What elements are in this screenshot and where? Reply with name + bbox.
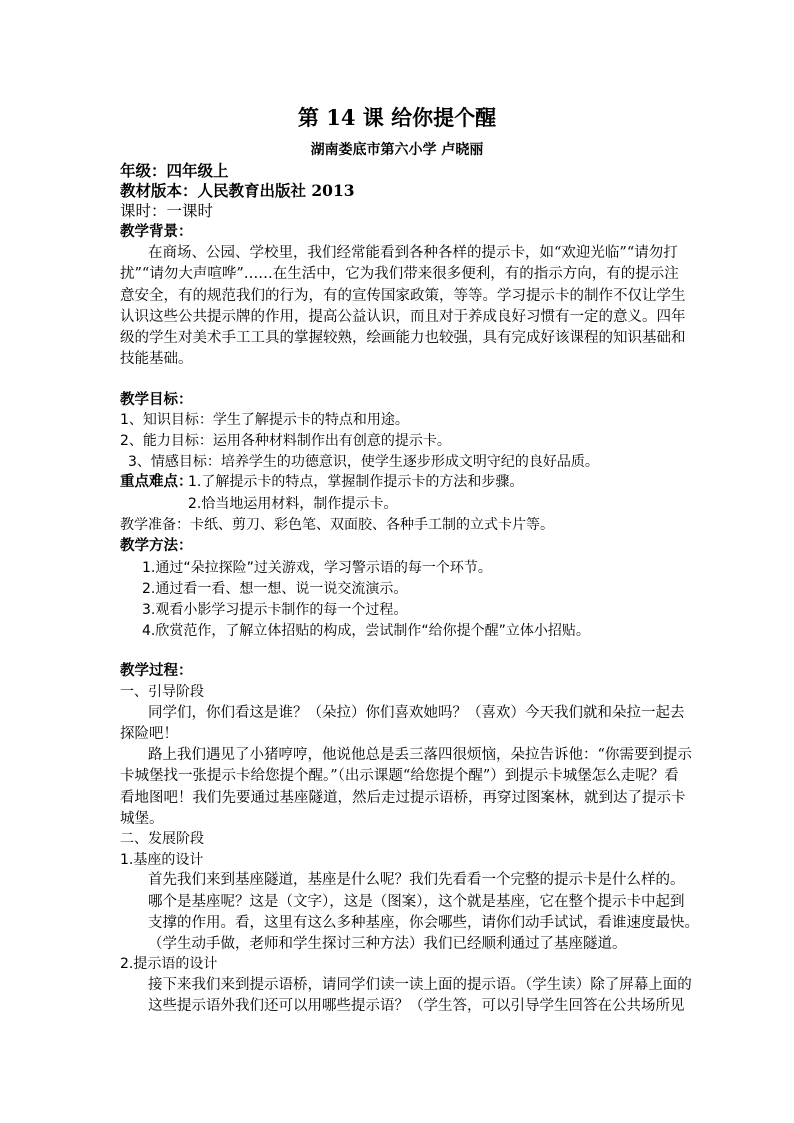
- period-line: 课时：一课时: [120, 202, 214, 220]
- subsection-text-line: 接下来我们来到提示语桥，请同学们读一读上面的提示语。（学生读）除了屏幕上面的: [148, 977, 692, 993]
- key-point-item: 1.了解提示卡的特点，掌握制作提示卡的方法和步骤。: [188, 474, 524, 490]
- background-line: 在商场、公园、学校里，我们经常能看到各种各样的提示卡，如“欢迎光临”“请勿打: [148, 245, 678, 261]
- stage-text-line: 路上我们遇见了小猪哼哼，他说他总是丢三落四很烦恼，朵拉告诉他：“你需要到提示: [148, 747, 692, 763]
- stage-text-line: 卡城堡找一张提示卡给您提个醒。”（出示课题“给您提个醒”）到提示卡城堡怎么走呢？看: [120, 768, 679, 784]
- subsection-text-line: 哪个是基座呢？这是（文字），这是（图案），这个就是基座，它在整个提示卡中起到: [148, 894, 685, 910]
- page-title: 第 14 课 给你提个醒: [297, 105, 497, 130]
- key-point-item: 2.恰当地运用材料，制作提示卡。: [188, 496, 398, 512]
- method-item: 2.通过看一看、想一想、说一说交流演示。: [142, 581, 408, 597]
- stage-heading: 二、发展阶段: [120, 831, 204, 847]
- background-line: 意安全，有的规范我们的行为，有的宣传国家政策，等等。学习提示卡的制作不仅让学生: [120, 288, 686, 304]
- stage-heading: 一、引导阶段: [120, 684, 204, 700]
- process-heading: 教学过程：: [120, 662, 193, 679]
- stage-text-line: 城堡。: [120, 811, 164, 827]
- subsection-text-line: （学生动手做，老师和学生探讨三种方法）我们已经顺利通过了基座隧道。: [148, 936, 627, 952]
- background-line: 级的学生对美术手工工具的掌握较熟，绘画能力也较强，具有完成好该课程的知识基础和: [120, 330, 686, 346]
- stage-text-line: 同学们，你们看这是谁？（朵拉）你们喜欢她吗？（喜欢）今天我们就和朵拉一起去: [148, 705, 685, 721]
- preparation-line: 教学准备：卡纸、剪刀、彩色笔、双面胶、各种手工制的立式卡片等。: [120, 517, 554, 533]
- objective-item: 1、知识目标：学生了解提示卡的特点和用途。: [120, 412, 409, 428]
- objective-item: 2、能力目标：运用各种材料制作出有创意的提示卡。: [120, 433, 451, 449]
- grade-line: 年级：四年级上: [120, 161, 229, 180]
- subsection-heading: 2.提示语的设计: [120, 956, 218, 972]
- background-heading: 教学背景：: [120, 223, 193, 240]
- method-item: 1.通过“朵拉探险”过关游戏，学习警示语的每一个环节。: [142, 560, 492, 576]
- subsection-text-line: 支撑的作用。看，这里有这么多种基座，你会哪些，请你们动手试试，看谁速度最快。: [148, 915, 699, 931]
- methods-heading: 教学方法：: [120, 537, 193, 554]
- textbook-line: 教材版本：人民教育出版社 2013: [120, 181, 355, 200]
- stage-text-line: 探险吧！: [120, 726, 178, 742]
- stage-text-line: 看地图吧！我们先要通过基座隧道，然后走过提示语桥，再穿过图案林，就到达了提示卡: [120, 790, 686, 806]
- method-item: 3.观看小影学习提示卡制作的每一个过程。: [142, 602, 408, 618]
- objective-item: 3、情感目标：培养学生的功德意识，使学生逐步形成文明守纪的良好品质。: [128, 454, 599, 470]
- subsection-text-line: 这些提示语外我们还可以用哪些提示语？（学生答，可以引导学生回答在公共场所见: [148, 998, 685, 1014]
- method-item: 4.欣赏范作，了解立体招贴的构成，尝试制作“给你提个醒”立体小招贴。: [142, 623, 590, 639]
- background-line: 认识这些公共提示牌的作用，提高公益认识，而且对于养成良好习惯有一定的意义。四年: [120, 309, 686, 325]
- background-line: 技能基础。: [120, 351, 193, 367]
- background-line: 扰”“请勿大声喧哗”……在生活中，它为我们带来很多便利，有的指示方向，有的提示注: [120, 266, 679, 282]
- objectives-heading: 教学目标：: [120, 391, 193, 408]
- subsection-text-line: 首先我们来到基座隧道，基座是什么呢？我们先看看一个完整的提示卡是什么样的。: [148, 872, 685, 888]
- key-points-label: 重点难点：: [120, 473, 193, 490]
- author-line: 湖南娄底市第六小学 卢晓丽: [310, 142, 484, 158]
- subsection-heading: 1.基座的设计: [120, 852, 204, 868]
